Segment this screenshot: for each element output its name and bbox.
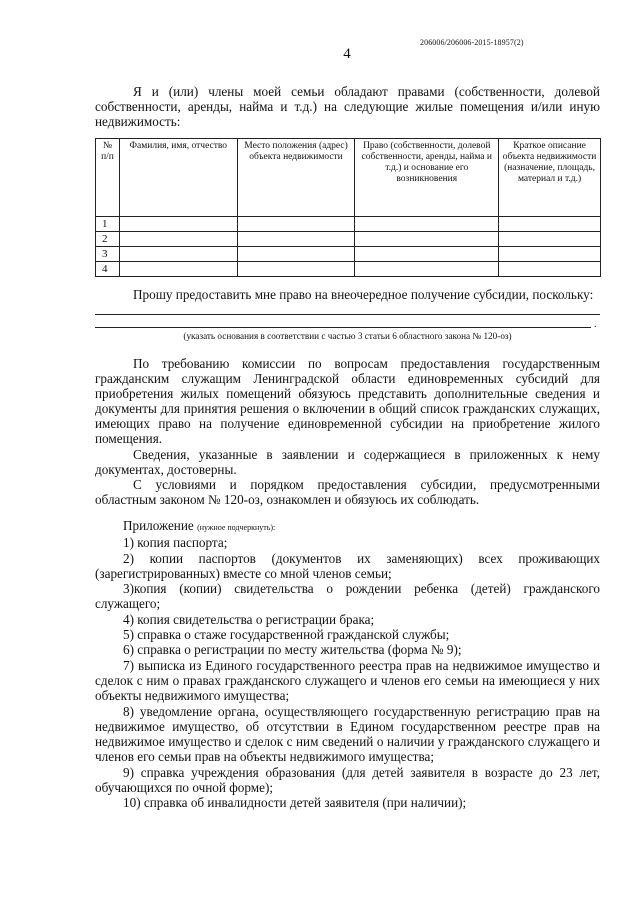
conditions-paragraph bbox=[95, 477, 600, 507]
list-item: 7) выписка из Единого государственного реестра прав на недвижимое имущество и сделок с ним о правах гражданского служащего и членов его семьи на имеющиеся у них объекты недвижимого имущества; bbox=[95, 657, 600, 704]
request-paragraph bbox=[95, 287, 600, 302]
cell-description bbox=[499, 262, 601, 277]
info-true-text: Сведения, указанные в заявлении и содержащиеся в приложенных к нему документах, достоверны. bbox=[95, 447, 600, 477]
cell-right bbox=[355, 217, 499, 232]
property-table bbox=[95, 138, 601, 277]
list-item: 1) копия паспорта; bbox=[123, 535, 228, 551]
list-item: 9) справка учреждения образования (для детей заявителя в возрасте до 23 лет, обучающихся по очной форме); bbox=[95, 764, 600, 796]
info-true-paragraph bbox=[95, 447, 600, 477]
attachments-title-note: (нужное подчеркнуть): bbox=[197, 523, 276, 532]
col-header-address: Место положения (адрес) объекта недвижимости bbox=[237, 139, 355, 217]
attachments-heading bbox=[95, 518, 600, 535]
cell-address bbox=[237, 247, 355, 262]
cell-address bbox=[237, 217, 355, 232]
cell-address bbox=[237, 232, 355, 247]
cell-name bbox=[119, 262, 237, 277]
list-item: 8) уведомление органа, осуществляющего государственную регистрацию прав на недвижимое имущество, об отсутствии в Едином государственном реестре прав на недвижимое имущество и сделок с ним сведений о наличии у гражданского служащего и членов его семьи прав на объекты недвижимого имущества; bbox=[95, 703, 600, 765]
col-header-right: Право (собственности, долевой собственности, аренды, найма и т.д.) и основание его возникновения bbox=[355, 139, 499, 217]
cell-address bbox=[237, 262, 355, 277]
list-item: 6) справка о регистрации по месту жительства (форма № 9); bbox=[123, 642, 462, 658]
table-header-row bbox=[96, 139, 601, 217]
cell-right bbox=[355, 262, 499, 277]
cell-right bbox=[355, 232, 499, 247]
list-item: 4) копия свидетельства о регистрации брака; bbox=[123, 611, 375, 627]
request-text: Прошу предоставить мне право на внеочередное получение субсидии, поскольку: bbox=[133, 287, 594, 302]
row-number: 3 bbox=[96, 247, 120, 262]
commission-paragraph bbox=[95, 356, 600, 446]
cell-description bbox=[499, 232, 601, 247]
cell-description bbox=[499, 217, 601, 232]
table-row bbox=[96, 232, 601, 247]
cell-name bbox=[119, 247, 237, 262]
fill-in-line bbox=[95, 327, 591, 328]
col-header-number: № п/п bbox=[96, 139, 120, 217]
col-header-description: Краткое описание объекта недвижимости (назначение, площадь, материал и т.д.) bbox=[499, 139, 601, 217]
fill-in-line bbox=[95, 314, 600, 315]
cell-name bbox=[119, 217, 237, 232]
attachments-title: Приложение bbox=[123, 518, 194, 533]
page-number: 4 bbox=[343, 46, 351, 62]
cell-right bbox=[355, 247, 499, 262]
conditions-text: С условиями и порядком предоставления субсидии, предусмотренными областным законом № 120-оз, ознакомлен и обязуюсь их соблюдать. bbox=[95, 477, 600, 507]
list-item: 3)копия (копии) свидетельства о рождении ребенка (детей) гражданского служащего; bbox=[95, 581, 600, 612]
row-number: 4 bbox=[96, 262, 120, 277]
col-header-name: Фамилия, имя, отчество bbox=[119, 139, 237, 217]
commission-text: По требованию комиссии по вопросам предоставления государственным гражданским служащим Ленинградской области единовременных субсидий для приобретения жилых помещений обязуюсь представить дополнительные сведения и документы для принятия решения о включении в общий список гражданских служащих, имеющих право на получение единовременной субсидии на приобретение жилого помещения. bbox=[95, 356, 600, 446]
rights-text: Я и (или) члены моей семьи обладают правами (собственности, долевой собственности, аренды, найма и т.д.) на следующие жилые помещения и/или иную недвижимость: bbox=[95, 84, 600, 129]
table-row bbox=[96, 247, 601, 262]
cell-name bbox=[119, 232, 237, 247]
line-end-period: . bbox=[594, 319, 597, 330]
list-item: 5) справка о стаже государственной гражданской службы; bbox=[123, 627, 450, 643]
row-number: 1 bbox=[96, 217, 120, 232]
row-number: 2 bbox=[96, 232, 120, 247]
cell-description bbox=[499, 247, 601, 262]
rights-paragraph bbox=[95, 84, 600, 129]
list-item: 10) справка об инвалидности детей заявителя (при наличии); bbox=[123, 795, 467, 811]
list-item: 2) копии паспортов (документов их заменяющих) всех проживающих (зарегистрированных) вместе со мной членов семьи; bbox=[95, 550, 600, 581]
table-row bbox=[96, 262, 601, 277]
table-row bbox=[96, 217, 601, 232]
document-id: 206006/206006-2015-18957(2) bbox=[420, 38, 524, 47]
grounds-note: (указать основания в соответствии с частью 3 статьи 6 областного закона № 120-оз) bbox=[183, 331, 512, 341]
attachments-list bbox=[95, 518, 600, 811]
